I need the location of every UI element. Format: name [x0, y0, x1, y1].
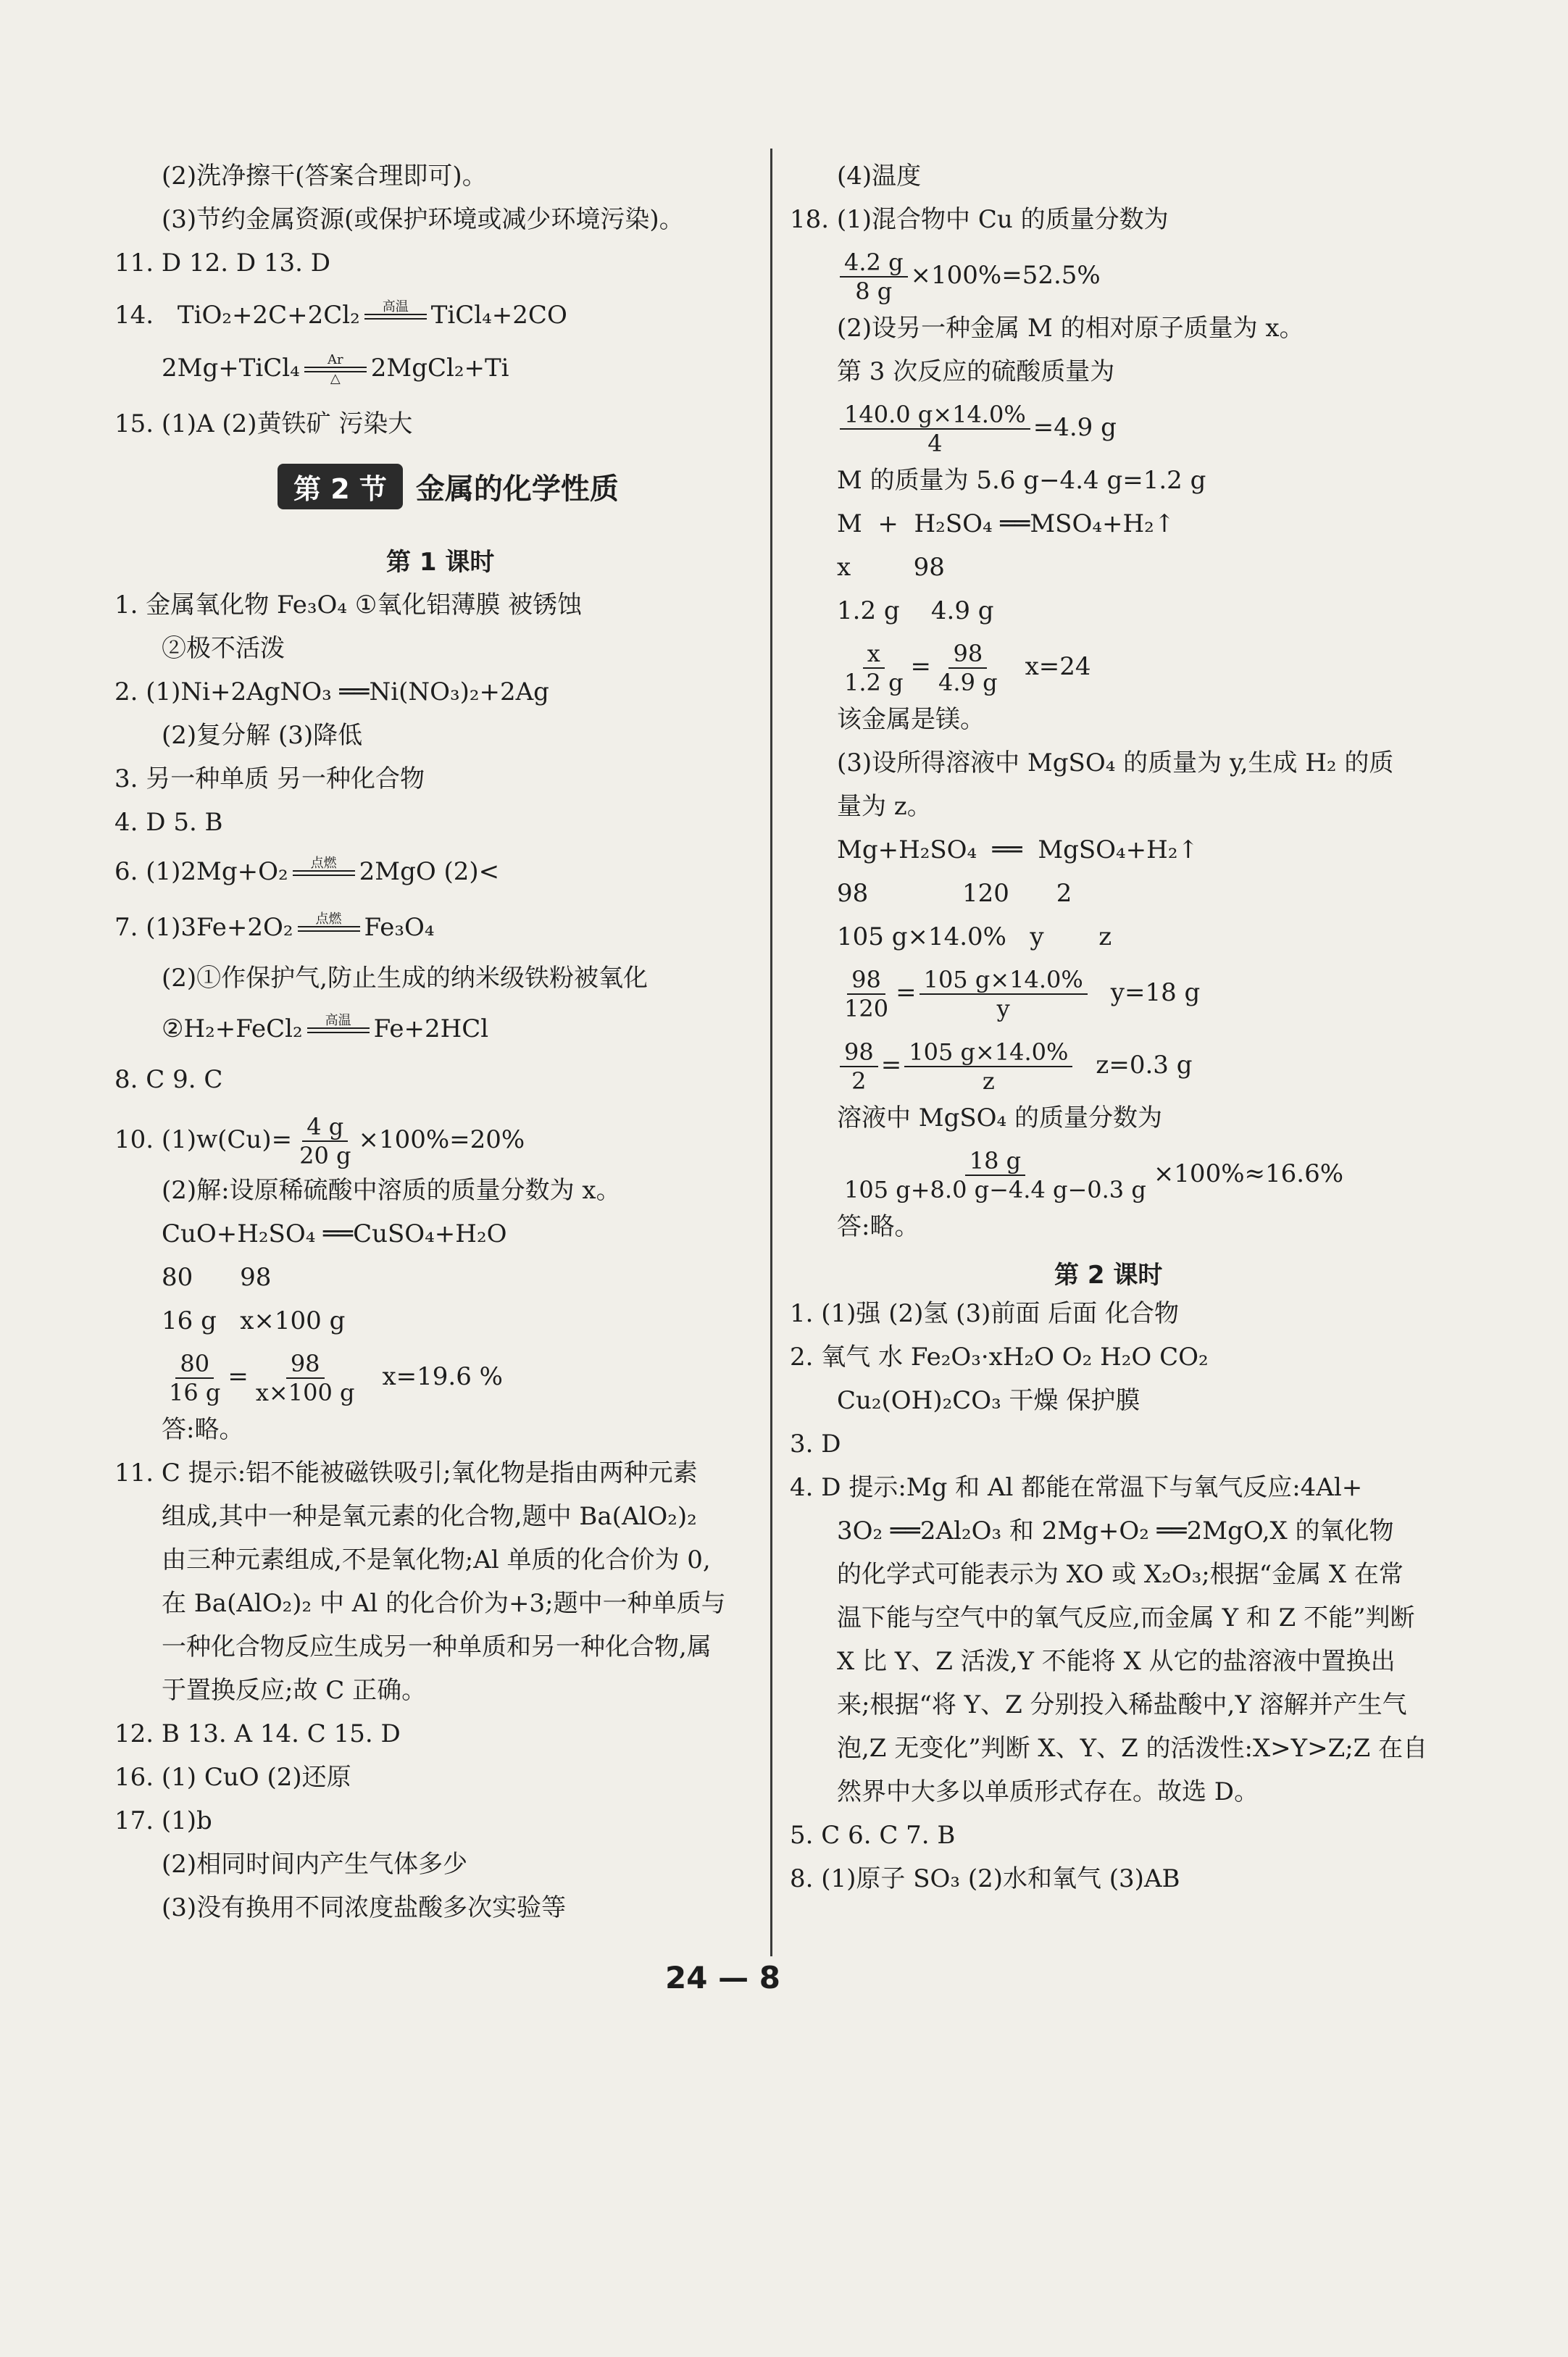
- expression-text: =4.9 g: [1033, 413, 1117, 442]
- answer-line: 4. D 5. B: [114, 808, 223, 837]
- fraction: [840, 403, 1030, 455]
- expression-text: ×100%=20%: [358, 1125, 525, 1154]
- answer-line: 溶液中 MgSO₄ 的质量分数为: [837, 1104, 1162, 1132]
- answer-line: 于置换反应;故 C 正确。: [162, 1676, 427, 1705]
- expression-text: ×100%≈16.6%: [1153, 1159, 1344, 1188]
- numerator: 98: [847, 968, 885, 995]
- fraction: [840, 1149, 1151, 1201]
- numerator: 98: [286, 1352, 325, 1379]
- answer-line: (2)相同时间内产生气体多少: [162, 1850, 468, 1879]
- answer-line: 温下能与空气中的氧气反应,而金属 Y 和 Z 不能”判断: [837, 1603, 1415, 1632]
- denominator: 20 g: [299, 1142, 351, 1169]
- equation-line: [162, 350, 509, 386]
- ratio-line: x 98: [837, 553, 945, 582]
- answer-line: 该金属是镁。: [837, 705, 985, 734]
- ratio-line: 80 98: [162, 1263, 272, 1292]
- ratio-line: 98 120 2: [837, 879, 1072, 908]
- products: 2MgO (2)<: [359, 857, 500, 886]
- fraction: [919, 968, 1088, 1020]
- answer-line: (2)洗净擦干(答案合理即可)。: [162, 162, 487, 191]
- answer-line: 3. 另一种单质 另一种化合物: [114, 764, 425, 793]
- ratio-line: 16 g x×100 g: [162, 1306, 346, 1335]
- denominator: 1.2 g: [844, 669, 904, 696]
- lesson-heading: 第 1 课时: [386, 548, 495, 577]
- equation-line: M + H₂SO₄ ══MSO₄+H₂↑: [837, 509, 1175, 538]
- answer-line: (3)节约金属资源(或保护环境或减少环境污染)。: [162, 205, 684, 234]
- fraction: [840, 1040, 878, 1093]
- column-divider: [770, 149, 772, 1956]
- result: y=18 g: [1110, 978, 1201, 1007]
- answer-line: 由三种元素组成,不是氧化物;Al 单质的化合价为 0,: [162, 1545, 711, 1574]
- equation-line: [162, 1011, 488, 1047]
- proportion-line: $\frac{x}{1.2 g}$ = $\frac{98}{4.9 g}$ x=24: [837, 638, 1091, 696]
- answer-line: 17. (1)b: [114, 1806, 212, 1835]
- answer-line: 答:略。: [162, 1415, 244, 1444]
- condition-label: 点燃: [310, 856, 337, 871]
- numerator: 98: [948, 642, 987, 669]
- reaction-condition: [304, 354, 367, 385]
- fraction: [840, 968, 893, 1020]
- fraction-line: [837, 1145, 1343, 1203]
- answer-line: 答:略。: [837, 1212, 919, 1241]
- reactants: 7. (1)3Fe+2O₂: [114, 913, 293, 942]
- expression-text: 10. (1)w(Cu)=: [114, 1125, 293, 1154]
- numerator: 98: [840, 1040, 878, 1067]
- answer-line: 量为 z。: [837, 792, 932, 821]
- answer-line: 8. C 9. C: [114, 1065, 223, 1094]
- equation-line: [114, 909, 435, 946]
- products: Fe+2HCl: [373, 1014, 489, 1043]
- answer-line: 在 Ba(AlO₂)₂ 中 Al 的化合价为+3;题中一种单质与: [162, 1589, 726, 1618]
- answer-line: (3)设所得溶液中 MgSO₄ 的质量为 y,生成 H₂ 的质: [837, 748, 1394, 777]
- products: TiCl₄+2CO: [430, 301, 567, 330]
- fraction: [164, 1352, 225, 1404]
- answer-line: ②极不活泼: [162, 634, 285, 663]
- condition-label: 高温: [325, 1013, 351, 1028]
- answer-line: (2)①作保护气,防止生成的纳米级铁粉被氧化: [162, 964, 648, 993]
- heat-symbol: △: [330, 371, 341, 386]
- denominator: 120: [844, 995, 889, 1022]
- reaction-condition: [298, 913, 360, 945]
- proportion-line: $\frac{80}{16 g}$ = $\frac{98}{x\times 100 g}$ x=19.6 %: [162, 1348, 503, 1406]
- answer-line: 16. (1) CuO (2)还原: [114, 1763, 351, 1792]
- fraction: [840, 251, 908, 303]
- answer-line: (2)解:设原稀硫酸中溶质的质量分数为 x。: [162, 1176, 621, 1205]
- answer-line: 4. D 提示:Mg 和 Al 都能在常温下与氧气反应:4Al+: [790, 1473, 1363, 1502]
- answer-line: 的化学式可能表示为 XO 或 X₂O₃;根据“金属 X 在常: [837, 1560, 1404, 1589]
- section-title: 金属的化学性质: [415, 472, 619, 506]
- answer-line: 15. (1)A (2)黄铁矿 污染大: [114, 409, 413, 438]
- reaction-condition: [293, 857, 355, 889]
- denominator: 16 g: [169, 1379, 221, 1406]
- fraction: [904, 1040, 1072, 1093]
- answer-line: 组成,其中一种是氧元素的化合物,题中 Ba(AlO₂)₂: [162, 1502, 697, 1531]
- answer-line: 3O₂ ══2Al₂O₃ 和 2Mg+O₂ ══2MgO,X 的氧化物: [837, 1517, 1394, 1545]
- answer-line: M 的质量为 5.6 g−4.4 g=1.2 g: [837, 466, 1206, 495]
- answer-line: 第 3 次反应的硫酸质量为: [837, 357, 1115, 386]
- answer-line: (2)复分解 (3)降低: [162, 721, 363, 750]
- answer-line: 1. (1)强 (2)氢 (3)前面 后面 化合物: [790, 1299, 1179, 1328]
- denominator: z: [982, 1067, 995, 1095]
- answer-line: X 比 Y、Z 活泼,Y 不能将 X 从它的盐溶液中置换出: [837, 1647, 1396, 1676]
- denominator: 4.9 g: [938, 669, 998, 696]
- condition-label: Ar: [327, 352, 343, 367]
- equation-line: [114, 297, 567, 333]
- numerator: 80: [175, 1352, 214, 1379]
- answer-line: 11. D 12. D 13. D: [114, 249, 331, 278]
- answer-line: 一种化合物反应生成另一种单质和另一种化合物,属: [162, 1632, 712, 1661]
- answer-line: 8. (1)原子 SO₃ (2)水和氧气 (3)AB: [790, 1864, 1180, 1893]
- numerator: 140.0 g×14.0%: [840, 403, 1030, 430]
- denominator: 2: [851, 1067, 867, 1095]
- denominator: y: [996, 995, 1010, 1022]
- equation-line: CuO+H₂SO₄ ══CuSO₄+H₂O: [162, 1219, 507, 1248]
- denominator: 105 g+8.0 g−4.4 g−0.3 g: [844, 1176, 1146, 1203]
- result: x=19.6 %: [382, 1362, 503, 1391]
- page-number: 24 — 8: [665, 1960, 780, 1995]
- answer-line: 1. 金属氧化物 Fe₃O₄ ①氧化铝薄膜 被锈蚀: [114, 591, 583, 620]
- equation-line: Mg+H₂SO₄ ══ MgSO₄+H₂↑: [837, 835, 1198, 864]
- expression-text: ×100%=52.5%: [910, 261, 1101, 290]
- denominator: x×100 g: [255, 1379, 355, 1406]
- numerator: 4 g: [302, 1115, 348, 1142]
- numerator: 105 g×14.0%: [904, 1040, 1072, 1067]
- reactants: ②H₂+FeCl₂: [162, 1014, 303, 1043]
- reaction-condition: [364, 301, 427, 333]
- ratio-line: 1.2 g 4.9 g: [837, 596, 994, 625]
- answer-line: 12. B 13. A 14. C 15. D: [114, 1719, 401, 1748]
- reactants: 6. (1)2Mg+O₂: [114, 857, 288, 886]
- fraction-line: [837, 246, 1101, 304]
- fraction-line: [837, 399, 1117, 456]
- result: x=24: [1025, 652, 1091, 681]
- ratio-line: 105 g×14.0% y z: [837, 922, 1112, 951]
- answer-line: 18. (1)混合物中 Cu 的质量分数为: [790, 205, 1169, 234]
- condition-label: 高温: [382, 299, 409, 314]
- answer-line: (3)没有换用不同浓度盐酸多次实验等: [162, 1893, 567, 1922]
- answer-line: 来;根据“将 Y、Z 分别投入稀盐酸中,Y 溶解并产生气: [837, 1690, 1407, 1719]
- fraction: [840, 642, 908, 694]
- answer-line: 然界中大多以单质形式存在。故选 D。: [837, 1777, 1259, 1806]
- answer-line: (4)温度: [837, 162, 922, 191]
- answer-line: Cu₂(OH)₂CO₃ 干燥 保护膜: [837, 1386, 1140, 1415]
- fraction: [251, 1352, 359, 1404]
- answer-line: 5. C 6. C 7. B: [790, 1821, 956, 1850]
- reaction-condition: [307, 1014, 370, 1046]
- answer-line: 泡,Z 无变化”判断 X、Y、Z 的活泼性:X>Y>Z;Z 在自: [837, 1734, 1428, 1763]
- answer-line: 2. (1)Ni+2AgNO₃ ══Ni(NO₃)₂+2Ag: [114, 677, 549, 706]
- fraction: [295, 1115, 355, 1167]
- lesson-heading: 第 2 课时: [1054, 1261, 1163, 1290]
- condition-label: 点燃: [315, 911, 342, 927]
- fraction: [934, 642, 1002, 694]
- products: 2MgCl₂+Ti: [370, 354, 509, 383]
- answer-line: (2)设另一种金属 M 的相对原子质量为 x。: [837, 314, 1304, 343]
- products: Fe₃O₄: [364, 913, 435, 942]
- denominator: 8 g: [855, 278, 893, 305]
- section-heading: [278, 464, 619, 509]
- question-number: 14.: [114, 301, 154, 330]
- numerator: x: [863, 642, 885, 669]
- result: z=0.3 g: [1096, 1051, 1193, 1080]
- answer-line: 3. D: [790, 1430, 841, 1459]
- reactants: 2Mg+TiCl₄: [162, 354, 300, 383]
- answer-line: 11. C 提示:铝不能被磁铁吸引;氧化物是指由两种元素: [114, 1459, 698, 1488]
- proportion-line: $\frac{98}{2}$ = $\frac{105 g\times 14.0\%}{z}$ z=0.3 g: [837, 1036, 1192, 1094]
- denominator: 4: [927, 430, 943, 457]
- reactants: TiO₂+2C+2Cl₂: [177, 301, 360, 330]
- equation-line: [114, 854, 499, 890]
- numerator: 18 g: [965, 1149, 1025, 1176]
- answer-line: 2. 氧气 水 Fe₂O₃·xH₂O O₂ H₂O CO₂: [790, 1343, 1209, 1372]
- section-badge: 第 2 节: [278, 464, 403, 509]
- fraction-line: [114, 1113, 525, 1169]
- numerator: 4.2 g: [840, 251, 908, 278]
- proportion-line: $\frac{98}{120}$ = $\frac{105 g\times 14.0\%}{y}$ y=18 g: [837, 964, 1200, 1022]
- numerator: 105 g×14.0%: [919, 968, 1088, 995]
